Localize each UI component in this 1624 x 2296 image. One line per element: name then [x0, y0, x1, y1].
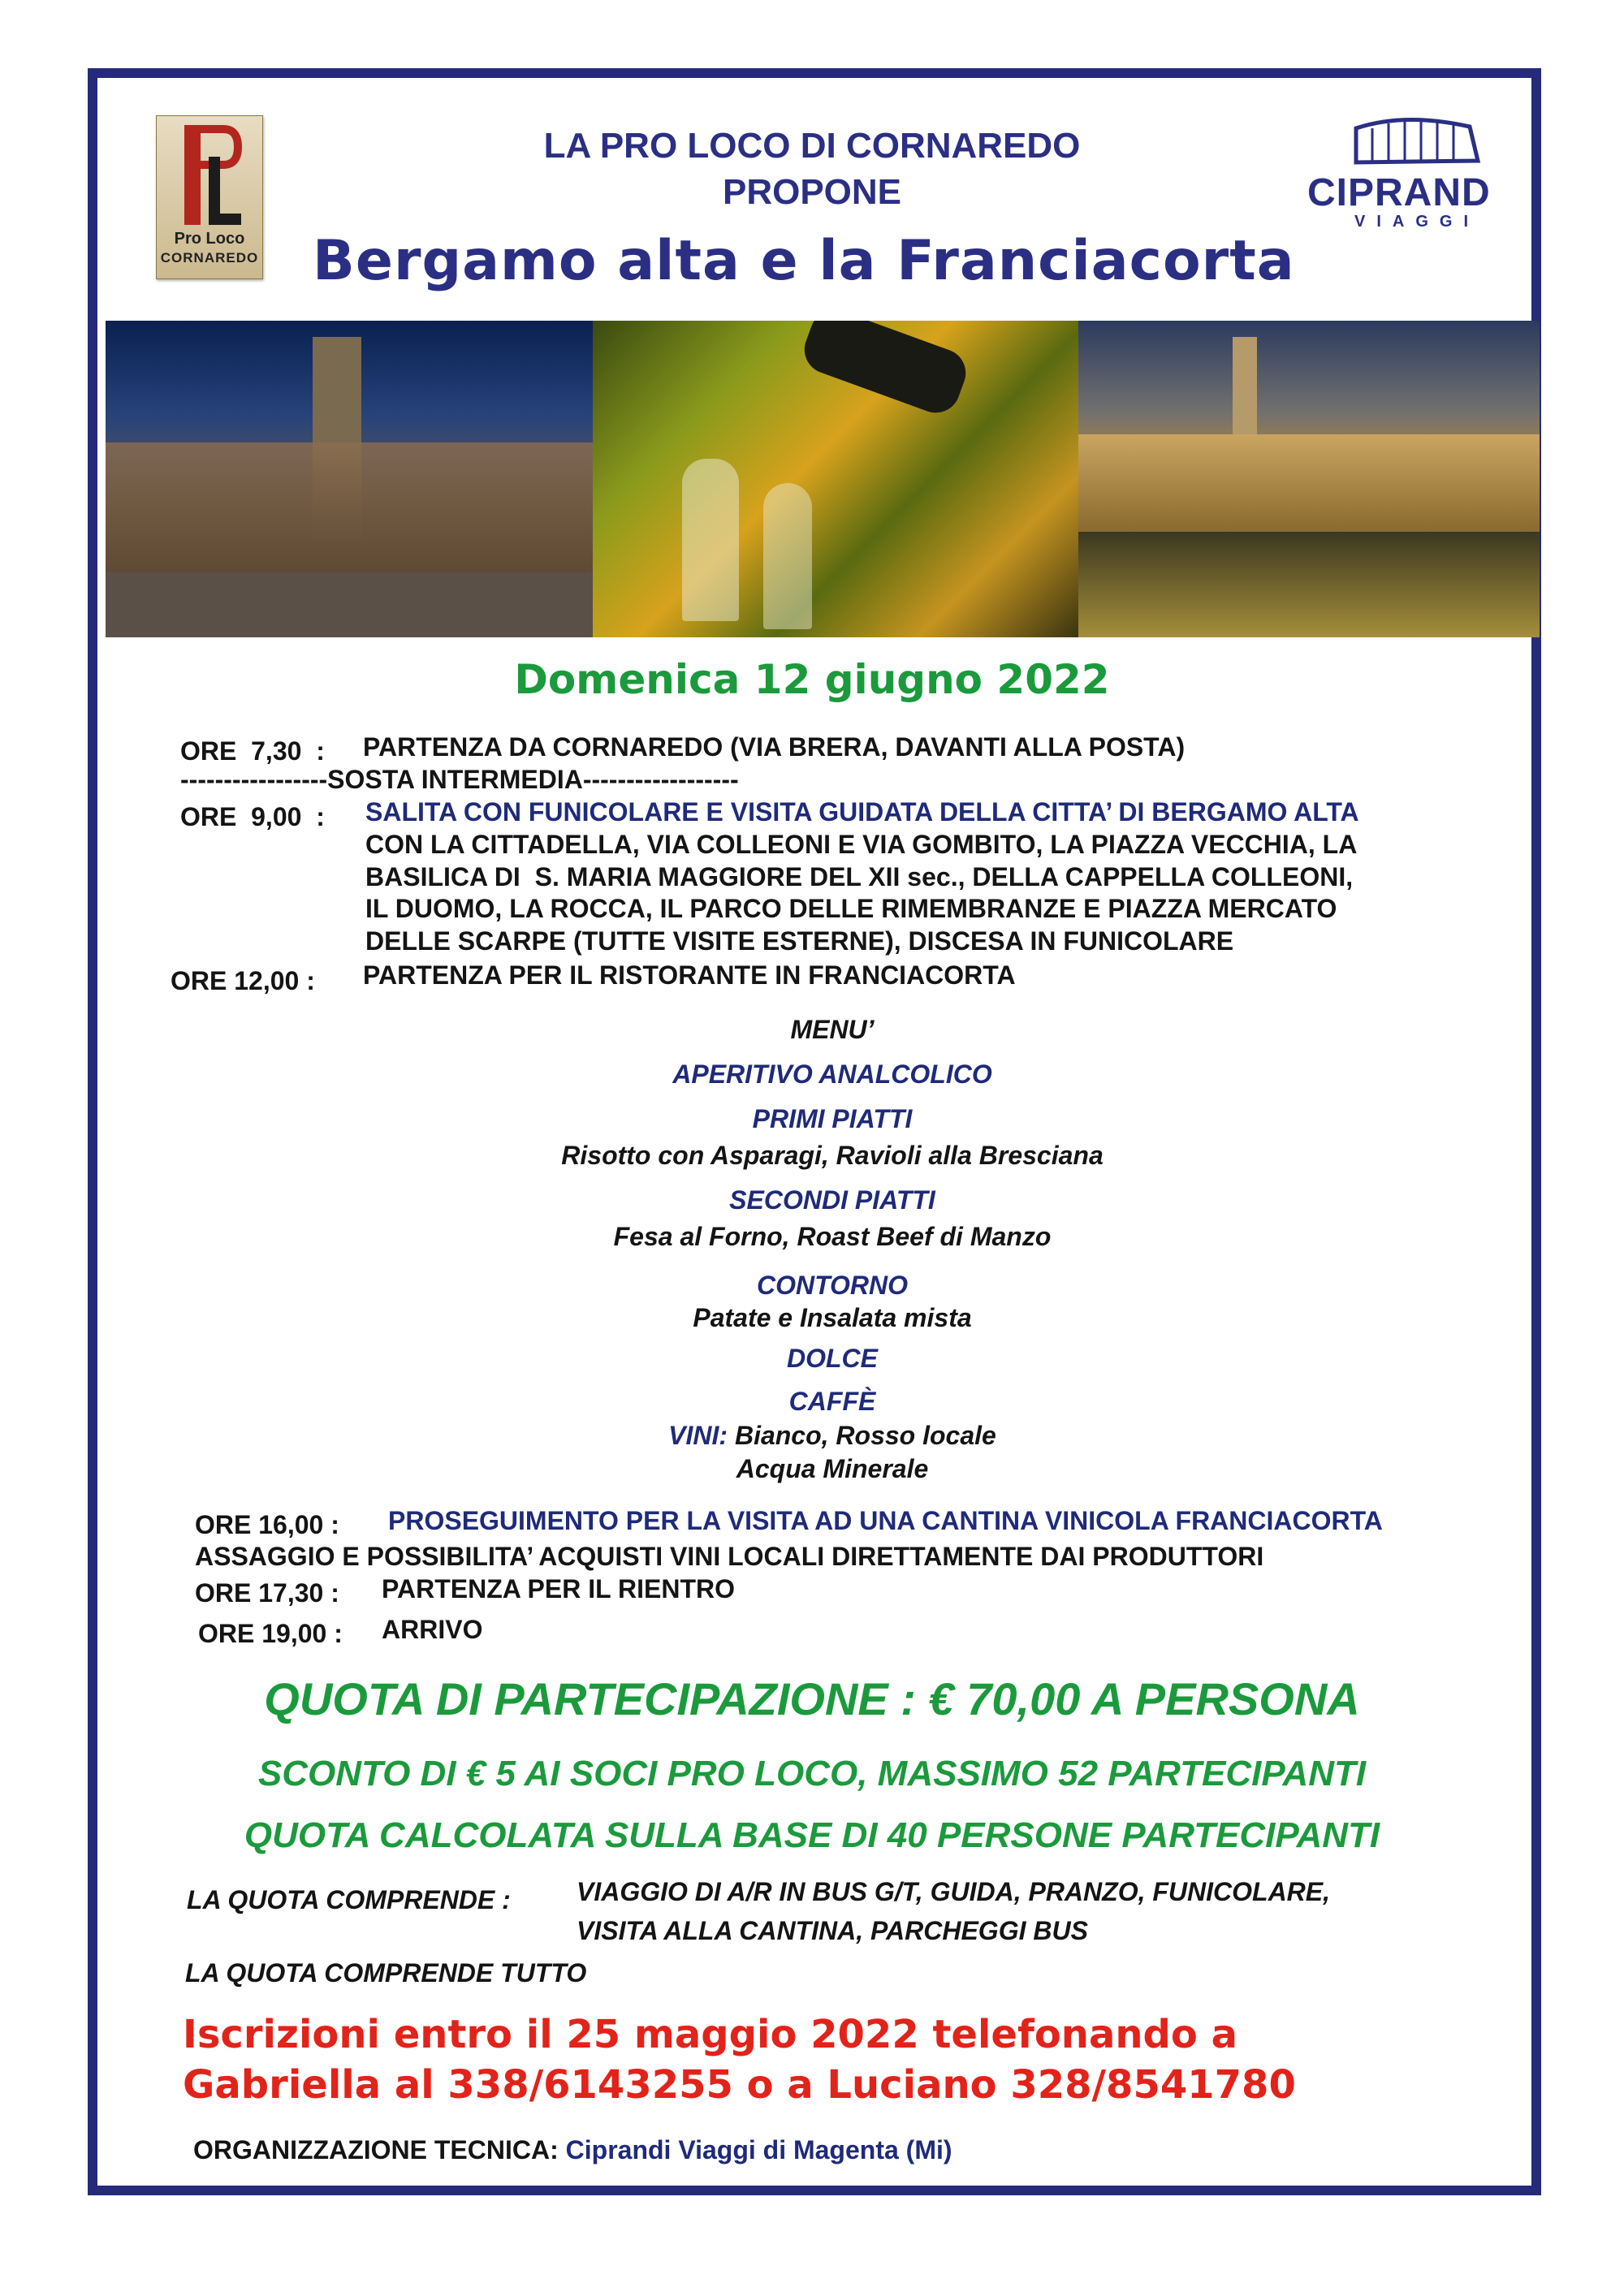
price-sconto: SCONTO DI € 5 AI SOCI PRO LOCO, MASSIMO 52 PARTECIPANTI	[257, 1754, 1367, 1793]
quota-comprende-line2: VISITA ALLA CANTINA, PARCHEGGI BUS	[577, 1916, 1088, 1945]
header-line2: PROPONE	[722, 172, 902, 212]
registration-line1: Iscrizioni entro il 25 maggio 2022 telefonando a	[183, 2012, 1237, 2057]
itinerary-funicolare: SALITA CON FUNICOLARE E VISITA GUIDATA DELLA CITTA’ DI BERGAMO ALTA	[365, 797, 1359, 826]
main-title: Bergamo alta e la Franciacorta	[313, 229, 1295, 293]
photo-bergamo-alta-panorama	[1078, 321, 1540, 637]
menu-vini-items: Bianco, Rosso locale	[734, 1421, 996, 1450]
footer-value: Ciprandi Viaggi di Magenta (Mi)	[565, 2135, 952, 2164]
registration-line2: Gabriella al 338/6143255 o a Luciano 328/8541780	[183, 2062, 1296, 2108]
quota-comprende-label: LA QUOTA COMPRENDE :	[187, 1885, 511, 1914]
menu-title: MENU’	[790, 1015, 875, 1044]
ciprandi-logo-sub: VIAGGI	[1354, 213, 1480, 231]
time-0730: ORE 7,30 :	[180, 736, 325, 766]
menu-vini-label: VINI:	[668, 1421, 728, 1450]
itinerary-arrivo: ARRIVO	[382, 1615, 483, 1644]
menu-vini	[0, 1421, 1624, 1451]
photo-strip	[106, 321, 1540, 637]
footer-organizzazione	[193, 2135, 952, 2165]
itinerary-assaggio: ASSAGGIO E POSSIBILITA’ ACQUISTI VINI LOCALI DIRETTAMENTE DAI PRODUTTORI	[195, 1542, 1264, 1571]
footer-label: ORGANIZZAZIONE TECNICA:	[193, 2135, 559, 2164]
photo-bergamo-piazza	[106, 321, 593, 637]
quota-comprende-tutto: LA QUOTA COMPRENDE TUTTO	[185, 1958, 587, 1987]
menu-secondi-items: Fesa al Forno, Roast Beef di Manzo	[613, 1222, 1052, 1251]
time-1200: ORE 12,00 :	[171, 966, 315, 995]
menu-contorno-items: Patate e Insalata mista	[693, 1303, 972, 1332]
menu-caffe: CAFFÈ	[788, 1387, 876, 1416]
menu-contorno-heading: CONTORNO	[756, 1271, 909, 1300]
time-1730: ORE 17,30 :	[195, 1578, 339, 1608]
itinerary-rientro: PARTENZA PER IL RIENTRO	[382, 1574, 735, 1603]
menu-secondi-heading: SECONDI PIATTI	[729, 1185, 935, 1215]
time-1600: ORE 16,00 :	[195, 1510, 339, 1539]
header-line1: LA PRO LOCO DI CORNAREDO	[543, 126, 1081, 166]
menu-primi-items: Risotto con Asparagi, Ravioli alla Bresciana	[561, 1141, 1104, 1170]
time-1900: ORE 19,00 :	[198, 1619, 343, 1648]
logo-line1: Pro Loco	[174, 230, 245, 248]
event-date: Domenica 12 giugno 2022	[514, 656, 1110, 703]
price-quota: QUOTA DI PARTECIPAZIONE : € 70,00 A PERSONA	[264, 1673, 1360, 1724]
menu-primi-heading: PRIMI PIATTI	[752, 1104, 913, 1133]
price-base: QUOTA CALCOLATA SULLA BASE DI 40 PERSONE PARTECIPANTI	[244, 1815, 1380, 1855]
menu-acqua: Acqua Minerale	[736, 1454, 929, 1483]
itinerary-stop: -----------------SOSTA INTERMEDIA------------------	[180, 765, 739, 794]
itinerary-line2: CON LA CITTADELLA, VIA COLLEONI E VIA GOMBITO, LA PIAZZA VECCHIA, LA	[365, 830, 1358, 859]
itinerary-line3: BASILICA DI S. MARIA MAGGIORE DEL XII sec., DELLA CAPPELLA COLLEONI,	[365, 862, 1354, 891]
logo-line2: CORNAREDO	[160, 250, 259, 265]
quota-comprende-line1: VIAGGIO DI A/R IN BUS G/T, GUIDA, PRANZO, FUNICOLARE,	[577, 1877, 1331, 1906]
itinerary-departure: PARTENZA DA CORNAREDO (VIA BRERA, DAVANTI ALLA POSTA)	[363, 732, 1186, 762]
itinerary-restaurant: PARTENZA PER IL RISTORANTE IN FRANCIACORTA	[363, 960, 1016, 990]
itinerary-line4: IL DUOMO, LA ROCCA, IL PARCO DELLE RIMEMBRANZE E PIAZZA MERCATO	[365, 894, 1337, 923]
ciprandi-logo-name: CIPRAND	[1307, 171, 1491, 214]
menu-dolce: DOLCE	[787, 1344, 878, 1373]
itinerary-line5: DELLE SCARPE (TUTTE VISITE ESTERNE), DISCESA IN FUNICOLARE	[365, 926, 1234, 956]
menu-aperitivo: APERITIVO ANALCOLICO	[672, 1060, 992, 1089]
time-0900: ORE 9,00 :	[180, 802, 325, 831]
photo-sparkling-wine	[593, 321, 1078, 637]
itinerary-cantina: PROSEGUIMENTO PER LA VISITA AD UNA CANTINA VINICOLA FRANCIACORTA	[388, 1506, 1383, 1535]
